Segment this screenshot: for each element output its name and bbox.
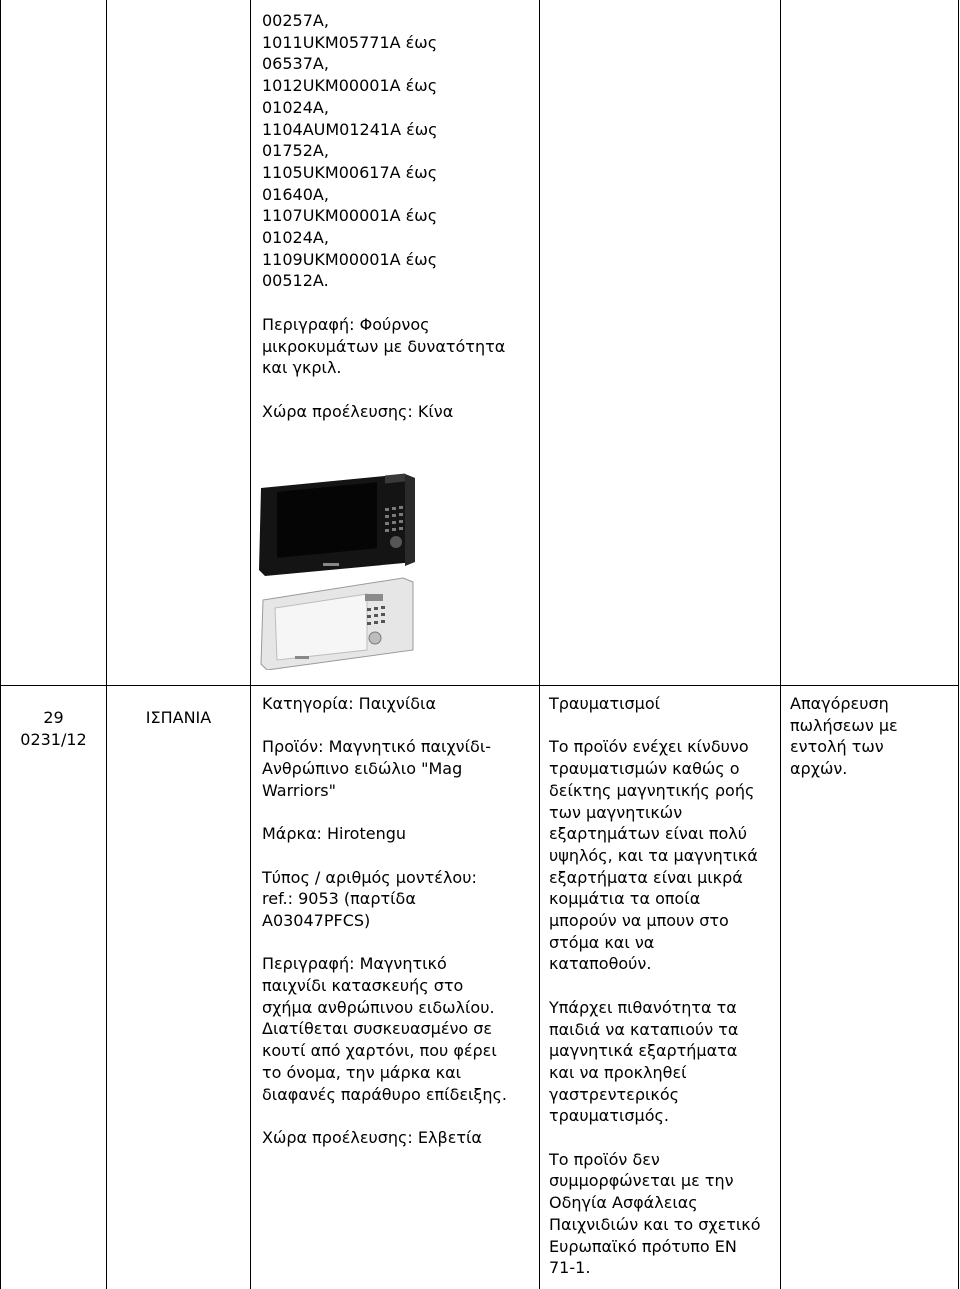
white-microwave xyxy=(261,578,413,670)
risk-title: Τραυματισμοί xyxy=(549,694,661,713)
notification-code: 0231/12 xyxy=(20,729,87,749)
product-code-line: 1109UKM00001A έως xyxy=(262,249,438,269)
model-line: ref.: 9053 (παρτίδα xyxy=(262,889,416,909)
risk-paragraph-3 xyxy=(549,1149,779,1279)
row2-risk-cell xyxy=(549,693,779,1279)
risk-p2-line: Υπάρχει πιθανότητα τα xyxy=(549,997,737,1017)
description-line: Διατίθεται συσκευασμένο σε xyxy=(262,1019,493,1039)
risk-p2-line: και να προκληθεί xyxy=(549,1062,687,1082)
risk-p1-line: εξαρτημάτων είναι πολύ xyxy=(549,824,748,844)
risk-p2-line: μαγνητικά εξαρτήματα xyxy=(549,1041,738,1061)
product-code-line: 1011UKM05771A έως xyxy=(262,32,438,52)
description-line: παιχνίδι κατασκευής στο xyxy=(262,976,464,996)
origin-country: Χώρα προέλευσης: Κίνα xyxy=(262,401,454,421)
description-line: το όνομα, την μάρκα και xyxy=(262,1062,462,1082)
measures-line: εντολή των xyxy=(790,737,884,757)
description-line: κουτί από χαρτόνι, που φέρει xyxy=(262,1041,497,1061)
model-line: A03047PFCS) xyxy=(262,910,371,930)
column-divider-2 xyxy=(250,0,251,1289)
risk-p1-line: στόμα και να xyxy=(549,932,655,952)
risk-p3-line: 71-1. xyxy=(549,1258,591,1278)
risk-p1-line: εξαρτήματα είναι μικρά xyxy=(549,867,743,887)
risk-p2-line: τραυματισμός. xyxy=(549,1106,669,1126)
product-code-line: 01024A, xyxy=(262,228,329,248)
product-code-line: 1104AUM01241A έως xyxy=(262,119,438,139)
model-line: Τύπος / αριθμός μοντέλου: xyxy=(262,867,477,887)
row-divider xyxy=(0,685,959,686)
notification-number: 29 xyxy=(43,708,64,727)
product-code-line: 00512A. xyxy=(262,271,329,291)
column-divider-1 xyxy=(106,0,107,1289)
risk-p3-line: Το προϊόν δεν xyxy=(549,1149,660,1169)
product-code-line: 1012UKM00001A έως xyxy=(262,76,438,96)
description-line: σχήμα ανθρώπινου ειδωλίου. xyxy=(262,997,495,1017)
risk-p1-line: καταποθούν. xyxy=(549,954,652,974)
row2-product-cell xyxy=(262,693,538,1149)
risk-p2-line: γαστρεντερικός xyxy=(549,1084,679,1104)
risk-p1-line: Το προϊόν ενέχει κίνδυνο xyxy=(549,737,749,757)
risk-p1-line: τραυματισμών καθώς ο xyxy=(549,759,740,779)
product-codes xyxy=(262,10,537,292)
product-code-line: 06537A, xyxy=(262,54,329,74)
description-line: μικροκυμάτων με δυνατότητα xyxy=(262,336,506,356)
risk-p1-line: μπορούν να μπουν στο xyxy=(549,911,729,931)
risk-p1-line: υψηλός, και τα μαγνητικά xyxy=(549,845,758,865)
description-line: Περιγραφή: Φούρνος xyxy=(262,314,430,334)
microwave-ovens-image xyxy=(255,470,425,670)
table-border-left xyxy=(0,0,1,1289)
product-code-line: 01752A, xyxy=(262,141,329,161)
row2-measures-cell xyxy=(790,693,956,780)
product-code-line: 01024A, xyxy=(262,97,329,117)
brand: Μάρκα: Hirotengu xyxy=(262,824,407,844)
risk-p3-line: Οδηγία Ασφάλειας xyxy=(549,1193,698,1213)
risk-p2-line: παιδιά να καταπιούν τα xyxy=(549,1019,739,1039)
row2-country-cell xyxy=(107,707,250,729)
measures-line: πωλήσεων με xyxy=(790,715,898,735)
black-microwave xyxy=(259,474,415,576)
product-code-line: 1105UKM00617A έως xyxy=(262,162,438,182)
product-name xyxy=(262,736,538,801)
description-line: και γκριλ. xyxy=(262,358,342,378)
measures-line: αρχών. xyxy=(790,759,848,779)
risk-p3-line: Παιχνιδιών και το σχετικό xyxy=(549,1214,761,1234)
risk-paragraph-2 xyxy=(549,997,779,1127)
measures-line: Απαγόρευση xyxy=(790,694,889,713)
product-name-line: Προϊόν: Μαγνητικό παιχνίδι- xyxy=(262,737,492,757)
column-divider-4 xyxy=(780,0,781,1289)
product-name-line: Ανθρώπινο ειδώλιο "Mag xyxy=(262,759,463,779)
column-divider-3 xyxy=(539,0,540,1289)
risk-p1-line: κομμάτια τα οποία xyxy=(549,889,701,909)
row1-product-cell xyxy=(262,10,537,422)
risk-paragraph-1 xyxy=(549,736,779,975)
product-description xyxy=(262,953,538,1105)
model-number xyxy=(262,867,538,932)
risk-p3-line: συμμορφώνεται με την xyxy=(549,1171,734,1191)
product-name-line: Warriors" xyxy=(262,780,336,800)
risk-p3-line: Ευρωπαϊκό πρότυπο EN xyxy=(549,1236,737,1256)
category: Κατηγορία: Παιχνίδια xyxy=(262,694,436,713)
risk-p1-line: των μαγνητικών xyxy=(549,802,683,822)
row2-number-cell xyxy=(1,707,106,750)
table-border-right xyxy=(958,0,959,1289)
product-code-line: 01640A, xyxy=(262,184,329,204)
notifying-country: ΙΣΠΑΝΙΑ xyxy=(145,708,212,727)
product-code-line: 00257A, xyxy=(262,11,329,30)
measures-taken xyxy=(790,693,956,780)
product-code-line: 1107UKM00001A έως xyxy=(262,206,438,226)
description-line: διαφανές παράθυρο επίδειξης. xyxy=(262,1084,507,1104)
description-line: Περιγραφή: Μαγνητικό xyxy=(262,954,447,974)
risk-p1-line: δείκτης μαγνητικής ροής xyxy=(549,780,755,800)
origin-country: Χώρα προέλευσης: Ελβετία xyxy=(262,1127,482,1147)
product-description xyxy=(262,314,537,379)
